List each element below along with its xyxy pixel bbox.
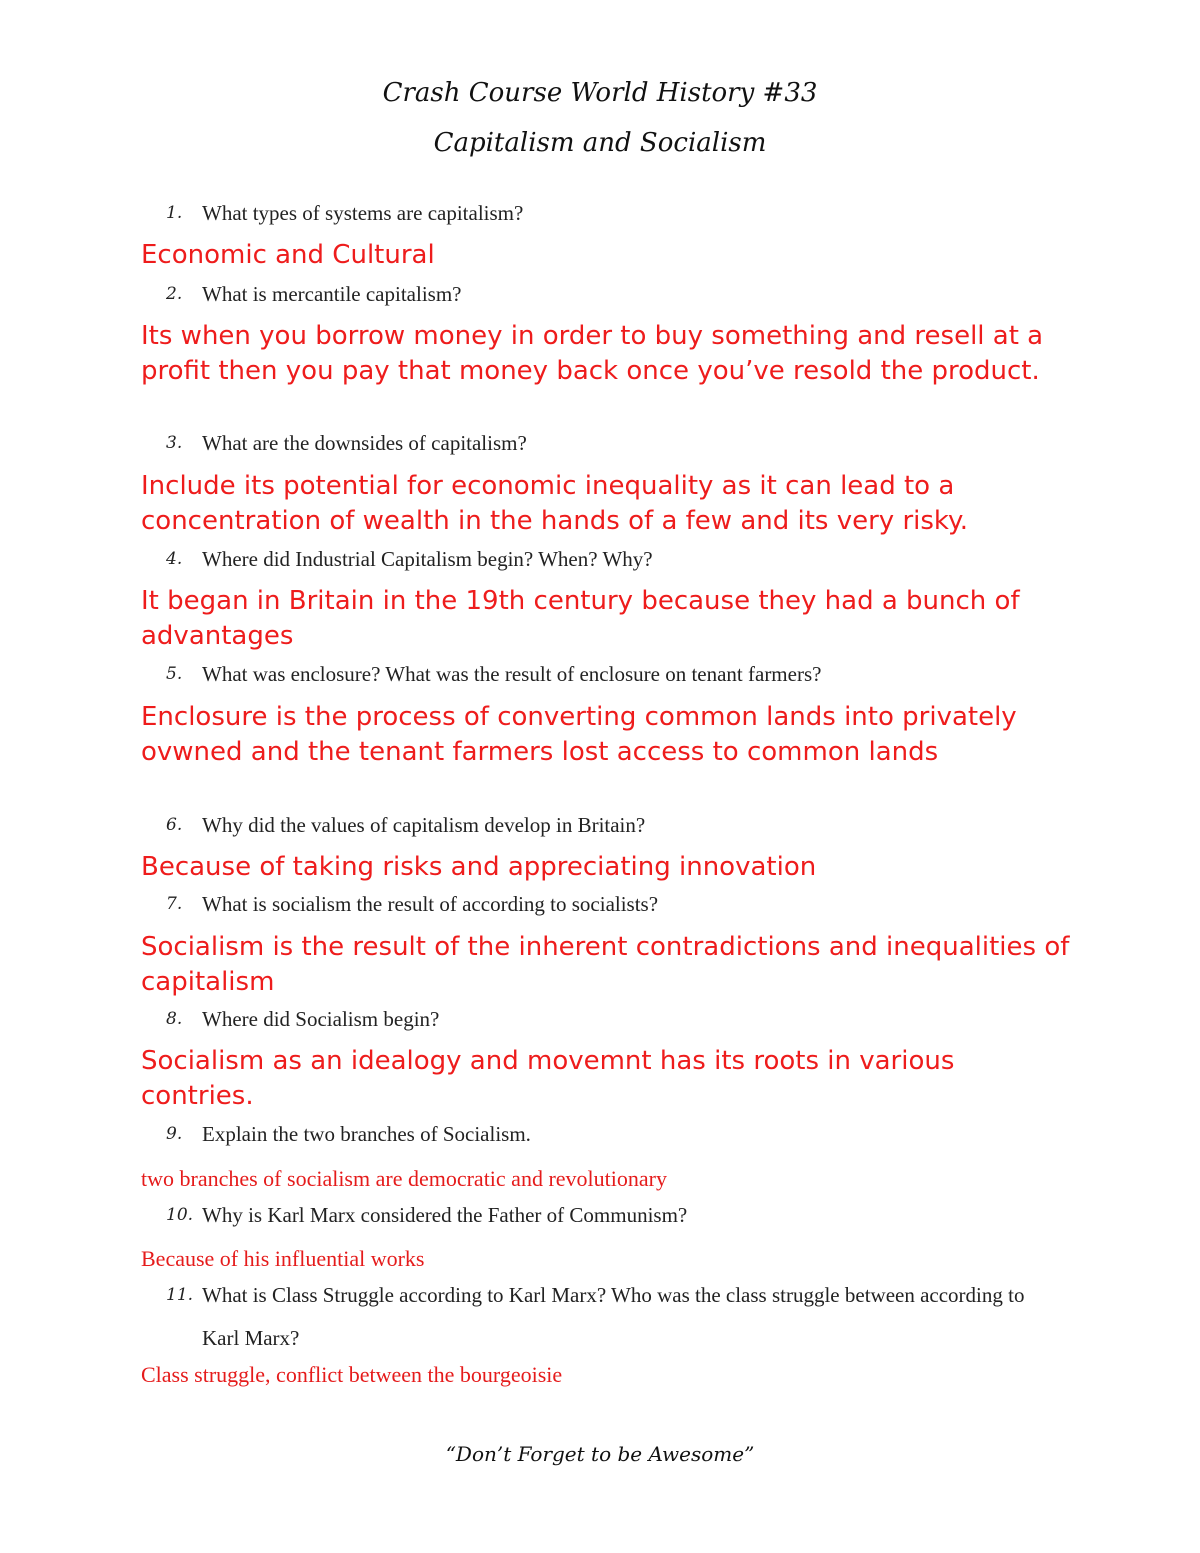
question-6 [160, 804, 1060, 847]
question-2 [160, 273, 1060, 316]
answer-11: Class struggle, conflict between the bourgeoisie [141, 1362, 563, 1387]
question-text: What types of systems are capitalism? [202, 201, 524, 225]
question-number: 1. [166, 203, 183, 223]
question-number: 11. [166, 1285, 194, 1305]
question-number: 7. [166, 894, 183, 914]
page-title: Crash Course World History #33 [382, 78, 818, 108]
question-9 [160, 1113, 1060, 1156]
footer-quote: “Don’t Forget to be Awesome” [445, 1442, 755, 1466]
question-number: 8. [166, 1009, 183, 1029]
question-text: Explain the two branches of Socialism. [202, 1122, 531, 1146]
question-number: 6. [166, 815, 183, 835]
question-11 [160, 1274, 1060, 1360]
question-number: 9. [166, 1124, 183, 1144]
answer-4: It began in Britain in the 19th century because they had a bunch of advantages [141, 586, 1020, 651]
answer-8: Socialism as an idealogy and movemnt has its roots in various contries. [141, 1046, 955, 1111]
answer-1: Economic and Cultural [141, 240, 435, 270]
question-number: 5. [166, 664, 183, 684]
question-number: 10. [166, 1205, 194, 1225]
answer-5: Enclosure is the process of converting common lands into privately ovwned and the tenant farmers lost access to common lands [141, 702, 1017, 767]
question-text: Where did Industrial Capitalism begin? When? Why? [202, 547, 653, 571]
question-text: Where did Socialism begin? [202, 1007, 440, 1031]
question-text: What is Class Struggle according to Karl Marx? Who was the class struggle between according to Karl Marx? [202, 1283, 1025, 1350]
question-text: What is socialism the result of according to socialists? [202, 892, 659, 916]
answer-10: Because of his influential works [141, 1246, 425, 1271]
question-text: Why is Karl Marx considered the Father of Communism? [202, 1203, 688, 1227]
question-text: Why did the values of capitalism develop in Britain? [202, 813, 646, 837]
answer-6: Because of taking risks and appreciating innovation [141, 852, 817, 882]
question-number: 3. [166, 433, 183, 453]
question-5 [160, 653, 1060, 696]
answer-3: Include its potential for economic inequality as it can lead to a concentration of wealth in the hands of a few and its very risky. [141, 471, 968, 536]
question-text: What was enclosure? What was the result of enclosure on tenant farmers? [202, 662, 822, 686]
question-3 [160, 422, 1060, 465]
question-8 [160, 998, 1060, 1041]
question-7 [160, 883, 1060, 926]
answer-9: two branches of socialism are democratic and revolutionary [141, 1166, 667, 1191]
question-number: 2. [166, 284, 183, 304]
question-number: 4. [166, 549, 183, 569]
page-subtitle: Capitalism and Socialism [433, 128, 767, 158]
question-1 [160, 192, 1060, 235]
question-10 [160, 1194, 1060, 1237]
answer-7: Socialism is the result of the inherent contradictions and inequalities of capitalism [141, 932, 1070, 997]
question-text: What are the downsides of capitalism? [202, 431, 527, 455]
question-4 [160, 538, 1060, 581]
question-text: What is mercantile capitalism? [202, 282, 462, 306]
answer-2: Its when you borrow money in order to buy something and resell at a profit then you pay that money back once you’ve resold the product. [141, 321, 1044, 386]
